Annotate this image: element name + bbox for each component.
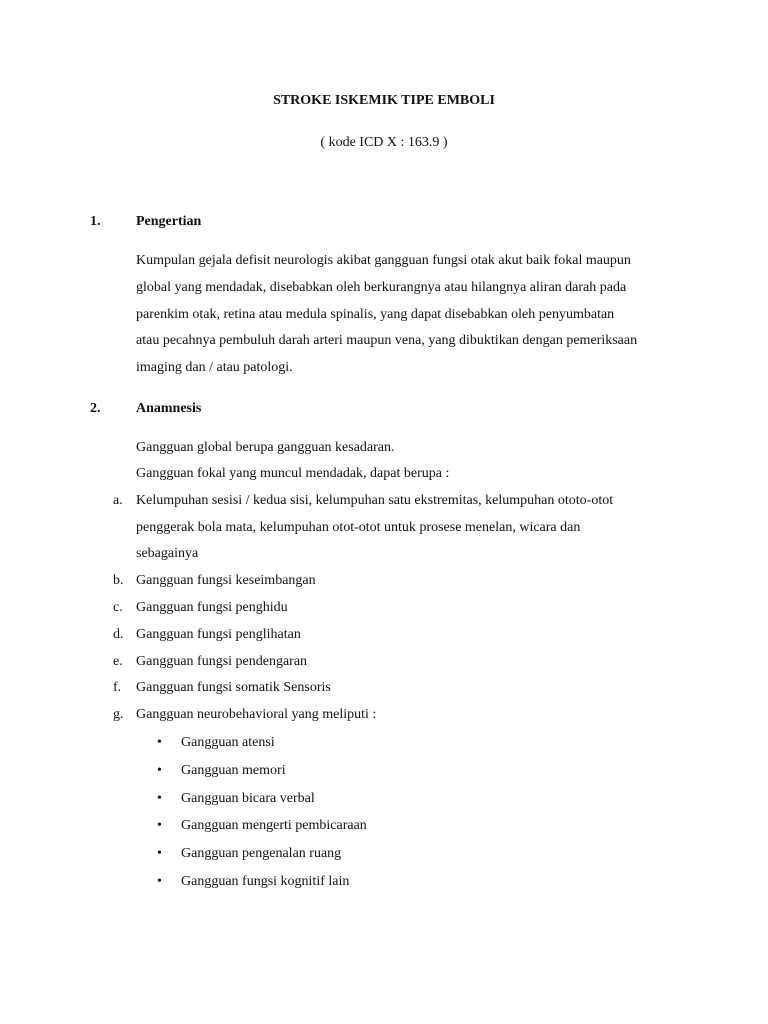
list-item-letter: e. (113, 654, 123, 669)
paragraph-line: imaging dan / atau patologi. (136, 360, 293, 375)
bullet-icon: • (157, 735, 162, 750)
list-item-letter: a. (113, 493, 123, 508)
list-item-text: Kelumpuhan sesisi / kedua sisi, kelumpuhan satu ekstremitas, kelumpuhan ototo-otot (136, 493, 614, 508)
list-item-text: penggerak bola mata, kelumpuhan otot-otot untuk prosese menelan, wicara dan (136, 520, 581, 535)
bullet-item: Gangguan fungsi kognitif lain (181, 874, 350, 889)
list-item-text: sebagainya (136, 546, 199, 561)
section-heading: Pengertian (136, 214, 202, 229)
bullet-icon: • (157, 791, 162, 806)
bullet-icon: • (157, 874, 162, 889)
section-heading: Anamnesis (136, 401, 202, 416)
paragraph-line: atau pecahnya pembuluh darah arteri maupun vena, yang dibuktikan dengan pemeriksaan (136, 333, 638, 348)
bullet-item: Gangguan mengerti pembicaraan (181, 818, 367, 833)
section-number: 1. (90, 214, 101, 229)
paragraph-line: Kumpulan gejala defisit neurologis akibat gangguan fungsi otak akut baik fokal maupun (136, 253, 631, 268)
list-item-text: Gangguan fungsi penglihatan (136, 627, 301, 642)
bullet-icon: • (157, 846, 162, 861)
intro-line: Gangguan fokal yang muncul mendadak, dapat berupa : (136, 466, 450, 481)
bullet-item: Gangguan bicara verbal (181, 791, 315, 806)
bullet-item: Gangguan atensi (181, 735, 275, 750)
bullet-item: Gangguan pengenalan ruang (181, 846, 342, 861)
paragraph-line: global yang mendadak, disebabkan oleh berkurangnya atau hilangnya aliran darah pada (136, 280, 627, 295)
list-item-letter: c. (113, 600, 123, 615)
list-item-text: Gangguan fungsi penghidu (136, 600, 288, 615)
list-item-letter: f. (113, 680, 122, 695)
list-item-text: Gangguan neurobehavioral yang meliputi : (136, 707, 377, 722)
document-subtitle: ( kode ICD X : 163.9 ) (320, 135, 448, 150)
bullet-item: Gangguan memori (181, 763, 286, 778)
paragraph-line: parenkim otak, retina atau medula spinalis, yang dapat disebabkan oleh penyumbatan (136, 307, 615, 322)
intro-line: Gangguan global berupa gangguan kesadaran. (136, 440, 395, 455)
list-item-text: Gangguan fungsi pendengaran (136, 654, 308, 669)
bullet-icon: • (157, 763, 162, 778)
list-item-letter: g. (113, 707, 124, 722)
list-item-text: Gangguan fungsi somatik Sensoris (136, 680, 331, 695)
bullet-icon: • (157, 818, 162, 833)
list-item-text: Gangguan fungsi keseimbangan (136, 573, 316, 588)
document-title: STROKE ISKEMIK TIPE EMBOLI (273, 93, 495, 108)
section-number: 2. (90, 401, 101, 416)
list-item-letter: d. (113, 627, 124, 642)
list-item-letter: b. (113, 573, 124, 588)
